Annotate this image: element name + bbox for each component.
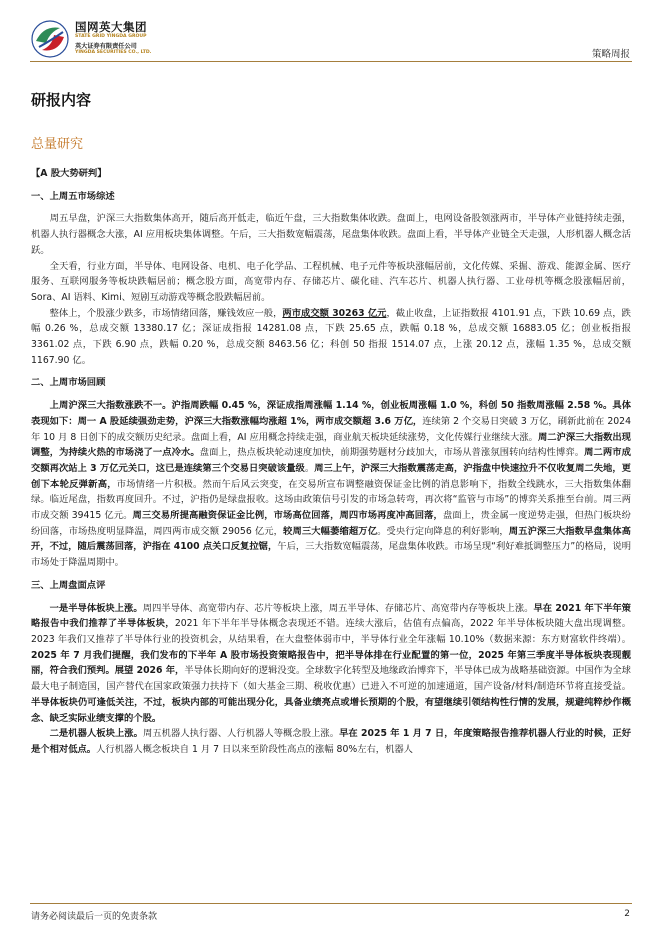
- company-logo: [30, 17, 180, 63]
- heading-friday-review: 一、上周五市场综述: [31, 190, 115, 202]
- subsection-title: 总量研究: [31, 137, 84, 152]
- company-name-en: STATE GRID YINGDA GROUP: [75, 34, 147, 39]
- heading-market-commentary: 三、上周盘面点评: [31, 579, 106, 591]
- paragraph-semiconductor: 一是半导体板块上涨。周四半导体、高宽带内存、芯片等板块上涨，周五半导体、存储芯片、高宽带内存等板块上涨。早在 2021 年下半年策略报告中我们推荐了半导体板块，2021 年下半年半导体概念表现还不错。连续大涨后，估值有点偏高，2022 年半导体板块随大盘出现调整。2023 年我们又推荐了半导体行业的投资机会，从结果看，在大盘整体弱市中，半导体行业全年涨幅 10.10%（数据来源：东方财富软件终端）。2025 年 7 月我们提醒，我们发布的下半年 A 股市场投资策略报告中，把半导体排在行业配置的第一位，2025 年第三季度半导体板块表现靓丽，符合我们预判。展望 2026 年，半导体长期向好的逻辑没变。全球数字化转型及地缘政治博弈下，半导体已成为战略基础资源。中国作为全球最大电子制造国，国产替代在国家政策强力扶持下（如大基金三期、税收优惠）已进入不可逆的加速通道，国产设备/材料/制造环节将直接受益。半导体板块仍可逢低关注，不过，板块内部的可能出现分化，具备业绩亮点或增长预期的个股，有望继续引领结构性行情的发展，规避纯粹炒作概念、缺乏实际业绩支撑的个股。: [31, 602, 631, 724]
- section-title: 研报内容: [31, 91, 92, 109]
- topic-tag: 【A 股大势研判】: [31, 168, 107, 179]
- paragraph-sector-moves: 全天看，行业方面，半导体、电网设备、电机、电子化学品、工程机械、电子元件等板块涨幅居前，文化传媒、采掘、游戏、能源金属、医疗服务、互联网服务等板块跌幅居前；概念股方面，高宽带内存、存储芯片、碳化硅、汽车芯片、机器人执行器、工业母机等概念股涨幅居前，Sora、AI 语料、Kimi、短剧互动游戏等概念股跌幅居前。: [31, 260, 631, 303]
- header-divider: [30, 61, 632, 62]
- report-type-label: 策略周报: [591, 49, 630, 60]
- securities-name-cn: 英大证券有限责任公司: [75, 43, 137, 50]
- state-grid-logo-icon: [30, 19, 70, 59]
- company-name-cn: 国网英大集团: [75, 20, 147, 34]
- paragraph-robotics: 二是机器人板块上涨。周五机器人执行器、人行机器人等概念股上涨。早在 2025 年 1 月 7 日，年度策略报告推荐机器人行业的时候，正好是个相对低点。人行机器人概念板块自 1 月 7 日以来至阶段性高点的涨幅 80%左右，机器人: [31, 728, 631, 755]
- paragraph-friday-summary: 周五早盘，沪深三大指数集体高开，随后高开低走，临近午盘，三大指数集体收跌。盘面上，电网设备股领涨两市，半导体产业链持续走强，机器人执行器概念大涨，AI 应用板块集体调整。午后，三大指数宽幅震荡，尾盘集体收跌。盘面上看，半导体产业链全天走强，人形机器人概念活跃。: [31, 213, 631, 256]
- paragraph-index-close: 整体上，个股涨少跌多，市场情绪回落，赚钱效应一般，两市成交额 30263 亿元，截止收盘，上证指数报 4101.91 点，下跌 10.69 点，跌幅 0.26 %，总成交额 13380.17 亿；深证成指报 14281.08 点，下跌 25.65 点，跌幅 0.18 %，总成交额 16883.05 亿；创业板指报 3361.02 点，下跌 6.90 点，跌幅 0.20 %，总成交额 8463.56 亿；科创 50 指报 1514.07 点，上涨 20.12 点，涨幅 1.35 %，总成交额 1167.90 亿。: [31, 307, 631, 366]
- disclaimer-note: 请务必阅读最后一页的免责条款: [31, 912, 158, 922]
- page-number: 2: [624, 909, 630, 919]
- paragraph-weekly-review: 上周沪深三大指数涨跌不一。沪指周跌幅 0.45 %，深证成指周涨幅 1.14 %，创业板周涨幅 1.0 %，科创 50 指数周涨幅 2.58 %。具体表现如下：周一 A 股延续强劲走势，沪深三大指数涨幅均涨超 1%，两市成交额超 3.6 万亿，连续第 2 个交易日突破 3 万亿，刷新此前在 2024 年 10 月 8 日创下的成交额历史纪录。盘面上看，AI 应用概念持续走强，商业航天板块延续涨势，文化传媒行业继续大涨。周二沪深三大指数出现调整，为持续火热的市场浇了一点冷水。盘面上，热点板块轮动速度加快，前期强势题材分歧加大，市场从普涨氛围转向结构性博弈。周二两市成交额再次站上 3 万亿元关口，这已是连续第三个交易日突破该量级。周三上午，沪深三大指数震荡走高，沪指盘中快速拉升不仅收复周二失地，更创下本轮反弹新高，市场情绪一片积极。然而午后风云突变，在交易所宣布调整融资保证金比例的消息影响下，指数全线跳水，三大指数集体翻绿。临近尾盘，指数再度回升。不过，沪指仍是绿盘报收。这场由政策信号引发的市场急转弯，再次将“监管与市场”的博弈关系推至台前。周三两市成交额 39415 亿元。周三交易所提高融资保证金比例，市场高位回落，周四市场再度冲高回落，盘面上，贵金属一度逆势走强，但热门板块纷纷回落，市场热度明显降温，周四两市成交额 29056 亿元，较周三大幅萎缩超万亿。受央行定向降息的利好影响，周五沪深三大指数早盘集体高开，不过，随后震荡回落，沪指在 4100 点关口反复拉锯，午后，三大指数宽幅震荡，尾盘集体收跌。市场呈现“利好难抵调整压力”的格局，说明市场处于降温周期中。: [31, 400, 631, 569]
- heading-weekly-review: 二、上周市场回顾: [31, 377, 106, 389]
- report-body: [31, 166, 631, 758]
- footer-divider: [30, 903, 632, 904]
- turnover-highlight: 两市成交额 30263 亿元: [282, 307, 387, 319]
- securities-name-en: YINGDA SECURITIES CO., LTD.: [75, 50, 152, 55]
